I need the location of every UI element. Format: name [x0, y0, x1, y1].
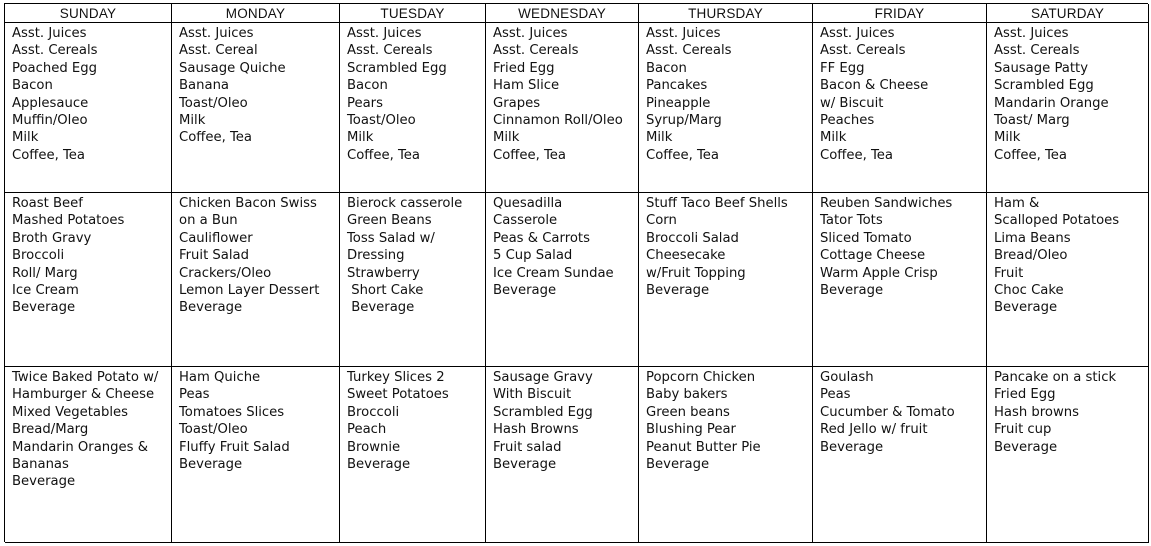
menu-item: Beverage [646, 457, 710, 473]
menu-item: Sweet Potatoes [347, 387, 449, 403]
menu-item: Applesauce [12, 95, 89, 111]
menu-item: Asst. Cereals [994, 43, 1080, 59]
day-header-thursday: THURSDAY [639, 4, 813, 23]
menu-item: Pears [347, 95, 383, 111]
menu-item: Green Beans [347, 213, 432, 229]
menu-item: Pineapple [646, 95, 711, 111]
menu-item: Asst. Juices [646, 26, 721, 41]
menu-item: Tomatoes Slices [179, 404, 285, 420]
supper-cell-wednesday [486, 367, 639, 543]
lunch-cell-tuesday [340, 193, 486, 367]
menu-item: Twice Baked Potato w/ [12, 370, 159, 385]
menu-item: Asst. Juices [493, 26, 568, 41]
menu-item: Asst. Juices [12, 26, 87, 41]
menu-item: Broccoli Salad [646, 230, 739, 246]
lunch-cell-monday [172, 193, 340, 367]
menu-item: Poached Egg [12, 60, 97, 76]
day-header-sunday: SUNDAY [5, 4, 172, 23]
menu-item: Peaches [820, 113, 875, 129]
menu-item: Fluffy Fruit Salad [179, 439, 290, 455]
menu-item: Strawberry [347, 265, 420, 281]
menu-item: Sausage Quiche [179, 60, 286, 76]
day-header-wednesday: WEDNESDAY [486, 4, 639, 23]
menu-item: Peas & Carrots [493, 230, 590, 246]
menu-item: Peas [179, 387, 210, 403]
menu-item: Peas [820, 387, 851, 403]
menu-item: Hamburger & Cheese [12, 387, 155, 403]
menu-item: Ice Cream Sundae [493, 265, 614, 281]
menu-item: Toast/Oleo [179, 422, 248, 438]
menu-item: Beverage [12, 300, 76, 316]
menu-item: Beverage [994, 439, 1058, 455]
menu-item: Green beans [646, 404, 730, 420]
menu-item: Pancake on a stick [994, 370, 1117, 385]
menu-item: Bierock casserole [347, 196, 463, 211]
menu-item: Asst. Juices [820, 26, 895, 41]
menu-item: Fruit salad [493, 439, 562, 455]
menu-item: Asst. Juices [179, 26, 254, 41]
menu-item: Beverage [347, 300, 415, 316]
menu-item: Goulash [820, 370, 874, 385]
menu-item: Coffee, Tea [994, 147, 1067, 163]
menu-item: Popcorn Chicken [646, 370, 756, 385]
menu-item: w/ Biscuit [820, 95, 884, 111]
menu-item: Beverage [493, 457, 557, 473]
menu-item: Asst. Cereals [12, 43, 98, 59]
menu-item: Fried Egg [493, 60, 555, 76]
menu-item: Toast/Oleo [347, 113, 416, 129]
menu-item: Red Jello w/ fruit [820, 422, 928, 438]
menu-item: Toast/ Marg [994, 113, 1070, 129]
menu-item: Short Cake [347, 283, 424, 299]
supper-cell-sunday [5, 367, 172, 543]
menu-item: Mandarin Orange [994, 95, 1109, 111]
menu-item: Syrup/Marg [646, 113, 722, 129]
menu-item: 5 Cup Salad [493, 248, 573, 264]
supper-cell-monday [172, 367, 340, 543]
menu-item: Bacon [347, 78, 388, 94]
menu-item: Asst. Cereals [820, 43, 906, 59]
menu-item: Beverage [12, 474, 76, 490]
menu-item: Mandarin Oranges & [12, 439, 148, 455]
menu-item: Coffee, Tea [179, 130, 252, 146]
menu-item: Grapes [493, 95, 541, 111]
menu-item: Hash browns [994, 404, 1080, 420]
menu-item: Cauliflower [179, 230, 253, 246]
menu-item: Coffee, Tea [493, 147, 566, 163]
menu-item: Lemon Layer Dessert [179, 283, 320, 299]
breakfast-cell-tuesday [340, 23, 486, 193]
supper-cell-saturday [987, 367, 1149, 543]
menu-item: Beverage [347, 457, 411, 473]
day-header-saturday: SATURDAY [987, 4, 1149, 23]
menu-item: Fruit [994, 265, 1024, 281]
menu-item: Toast/Oleo [179, 95, 248, 111]
menu-item: Milk [12, 130, 39, 146]
menu-item: Milk [820, 130, 847, 146]
menu-item: Beverage [820, 283, 884, 299]
menu-item: Asst. Cereal [179, 43, 258, 59]
weekly-menu-table [4, 3, 1148, 542]
menu-item: Turkey Slices 2 [347, 370, 445, 385]
menu-item: Baby bakers [646, 387, 728, 403]
menu-item: Quesadilla [493, 196, 563, 211]
menu-item: Beverage [493, 283, 557, 299]
menu-item: Cucumber & Tomato [820, 404, 955, 420]
menu-item: FF Egg [820, 60, 865, 76]
menu-item: Hash Browns [493, 422, 579, 438]
menu-item: Sausage Patty [994, 60, 1089, 76]
menu-item: Milk [646, 130, 673, 146]
menu-item: Mixed Vegetables [12, 404, 128, 420]
menu-item: Roll/ Marg [12, 265, 78, 281]
day-header-monday: MONDAY [172, 4, 340, 23]
menu-item: Pancakes [646, 78, 708, 94]
menu-item: Beverage [994, 300, 1058, 316]
menu-item: Muffin/Oleo [12, 113, 88, 129]
menu-item: Cinnamon Roll/Oleo [493, 113, 623, 129]
menu-item: Scalloped Potatoes [994, 213, 1120, 229]
menu-item: Bacon & Cheese [820, 78, 929, 94]
menu-item: Mashed Potatoes [12, 213, 125, 229]
menu-item: Bananas [12, 457, 69, 473]
menu-item: Peach [347, 422, 387, 438]
menu-item: Milk [493, 130, 520, 146]
menu-item: Scrambled Egg [347, 60, 447, 76]
menu-item: Ham Slice [493, 78, 560, 94]
menu-item: Beverage [820, 439, 884, 455]
menu-item: Choc Cake [994, 283, 1064, 299]
menu-item: Chicken Bacon Swiss [179, 196, 317, 211]
menu-item: Asst. Juices [347, 26, 422, 41]
menu-item: Milk [179, 113, 206, 129]
day-header-tuesday: TUESDAY [340, 4, 486, 23]
menu-item: Asst. Cereals [347, 43, 433, 59]
menu-item: Ice Cream [12, 283, 79, 299]
menu-item: Milk [347, 130, 374, 146]
supper-cell-thursday [639, 367, 813, 543]
menu-item: Peanut Butter Pie [646, 439, 761, 455]
menu-item: Casserole [493, 213, 558, 229]
menu-item: on a Bun [179, 213, 238, 229]
menu-item: Sliced Tomato [820, 230, 912, 246]
breakfast-cell-friday [813, 23, 987, 193]
menu-item: Banana [179, 78, 230, 94]
menu-item: Cheesecake [646, 248, 726, 264]
menu-item: Tator Tots [820, 213, 883, 229]
menu-item: Broccoli [12, 248, 65, 264]
menu-item: Asst. Cereals [493, 43, 579, 59]
menu-item: Corn [646, 213, 677, 229]
menu-item: Crackers/Oleo [179, 265, 272, 281]
menu-item: Coffee, Tea [12, 147, 85, 163]
menu-item: Sausage Gravy [493, 370, 593, 385]
menu-item: Toss Salad w/ [347, 230, 435, 246]
menu-item: Bread/Marg [12, 422, 89, 438]
menu-item: Cottage Cheese [820, 248, 926, 264]
supper-cell-tuesday [340, 367, 486, 543]
lunch-cell-wednesday [486, 193, 639, 367]
lunch-cell-thursday [639, 193, 813, 367]
menu-item: Ham & [994, 196, 1040, 211]
menu-item: Asst. Juices [994, 26, 1069, 41]
breakfast-cell-saturday [987, 23, 1149, 193]
menu-item: Bread/Oleo [994, 248, 1068, 264]
menu-item: Coffee, Tea [347, 147, 420, 163]
menu-item: Roast Beef [12, 196, 83, 211]
menu-item: Ham Quiche [179, 370, 261, 385]
breakfast-cell-monday [172, 23, 340, 193]
menu-item: Coffee, Tea [820, 147, 893, 163]
menu-item: Bacon [646, 60, 687, 76]
lunch-cell-friday [813, 193, 987, 367]
menu-item: Lima Beans [994, 230, 1071, 246]
menu-item: Scrambled Egg [493, 404, 593, 420]
menu-item: Milk [994, 130, 1021, 146]
menu-item: Fruit Salad [179, 248, 249, 264]
menu-item: Fried Egg [994, 387, 1056, 403]
menu-item: Beverage [179, 457, 243, 473]
lunch-cell-saturday [987, 193, 1149, 367]
menu-item: Bacon [12, 78, 53, 94]
menu-item: Broccoli [347, 404, 400, 420]
menu-item: Fruit cup [994, 422, 1052, 438]
menu-item: w/Fruit Topping [646, 265, 746, 281]
lunch-cell-sunday [5, 193, 172, 367]
breakfast-cell-thursday [639, 23, 813, 193]
menu-item: Beverage [646, 283, 710, 299]
supper-cell-friday [813, 367, 987, 543]
menu-item: Stuff Taco Beef Shells [646, 196, 788, 211]
breakfast-cell-sunday [5, 23, 172, 193]
menu-item: Coffee, Tea [646, 147, 719, 163]
menu-item: Scrambled Egg [994, 78, 1094, 94]
breakfast-cell-wednesday [486, 23, 639, 193]
menu-item: Broth Gravy [12, 230, 92, 246]
menu-item: With Biscuit [493, 387, 572, 403]
menu-item: Blushing Pear [646, 422, 736, 438]
menu-item: Beverage [179, 300, 243, 316]
menu-item: Dressing [347, 248, 405, 264]
menu-item: Brownie [347, 439, 401, 455]
day-header-friday: FRIDAY [813, 4, 987, 23]
menu-item: Warm Apple Crisp [820, 265, 938, 281]
menu-item: Reuben Sandwiches [820, 196, 953, 211]
menu-item: Asst. Cereals [646, 43, 732, 59]
